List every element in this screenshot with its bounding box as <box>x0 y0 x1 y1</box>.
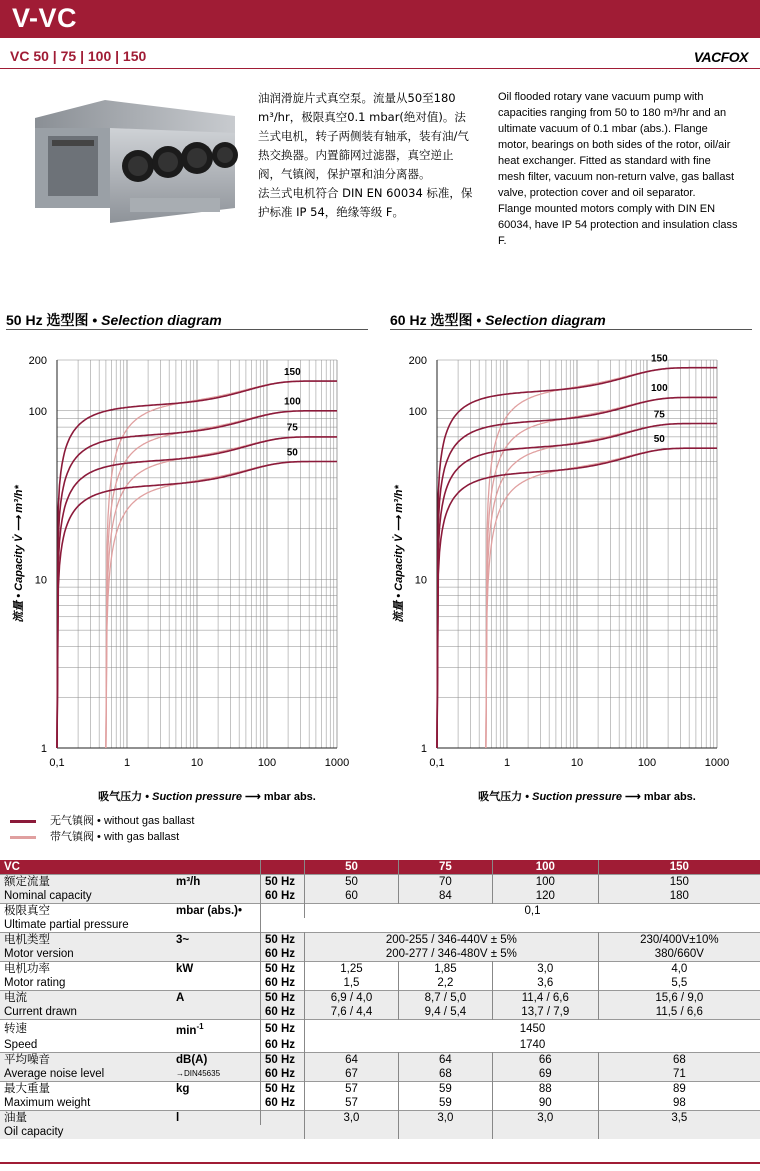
row-unit-note <box>172 1005 261 1020</box>
legend-without-gas-ballast <box>10 812 194 828</box>
diagram-title-50hz-zh: 50 Hz 选型图 <box>6 312 89 328</box>
legend-label-with: 带气镇阀 • with gas ballast <box>50 831 180 843</box>
y-tick-label: 10 <box>414 574 427 587</box>
row-value: 230/400V±10% <box>598 933 760 948</box>
row-value: 380/660V <box>598 947 760 962</box>
row-label-zh: 转速 <box>0 1020 172 1038</box>
table-header-cell: 75 <box>398 860 492 875</box>
row-value: 59 <box>398 1096 492 1111</box>
row-unit-note <box>172 1038 261 1053</box>
row-value: 67 <box>305 1067 399 1082</box>
series-label-50: 50 <box>653 434 665 446</box>
table-header-cell <box>261 860 305 875</box>
row-value: 84 <box>398 889 492 904</box>
x-tick-label: 10 <box>570 757 584 769</box>
table-row <box>0 1038 760 1053</box>
diagram-title-60hz: 60 Hz 选型图 • Selection diagram <box>390 312 606 328</box>
row-value: 69 <box>492 1067 598 1082</box>
table-row <box>0 1020 760 1038</box>
row-label-zh: 额定流量 <box>0 875 172 890</box>
y-axis-label: 流量 • Capacity V̇ ⟶ m³/h* <box>13 485 25 623</box>
row-value: 59 <box>398 1081 492 1096</box>
curve-with-ballast-75 <box>486 424 717 749</box>
row-label-en: Ultimate partial pressure <box>0 918 172 933</box>
curve-with-ballast-150 <box>486 368 717 748</box>
row-label-en: Average noise level <box>0 1067 172 1082</box>
row-value: 13,7 / 7,9 <box>492 1005 598 1020</box>
x-tick-label: 10 <box>190 757 204 769</box>
row-frequency: 50 Hz <box>261 933 305 948</box>
row-value: 100 <box>492 875 598 890</box>
row-value: 90 <box>492 1096 598 1111</box>
row-unit-note <box>172 947 261 962</box>
x-tick-label: 0,1 <box>49 757 65 769</box>
x-tick-label: 0,1 <box>429 757 445 769</box>
row-value: 98 <box>598 1096 760 1111</box>
row-frequency: 60 Hz <box>261 889 305 904</box>
row-value: 200-255 / 346-440V ± 5% <box>305 933 599 948</box>
row-frequency <box>261 904 305 919</box>
footer-divider <box>0 1162 760 1164</box>
row-value: 8,7 / 5,0 <box>398 991 492 1006</box>
y-tick-label: 200 <box>28 355 47 367</box>
row-value: 88 <box>492 1081 598 1096</box>
x-axis-label <box>478 789 696 803</box>
row-value: 2,2 <box>398 976 492 991</box>
table-header-cell: VC <box>0 860 172 875</box>
row-value: 57 <box>305 1096 399 1111</box>
header-bar <box>0 0 760 38</box>
table-row <box>0 1067 760 1082</box>
row-label-zh: 最大重量 <box>0 1081 172 1096</box>
english-description <box>498 89 738 249</box>
row-value: 3,0 <box>492 1110 598 1139</box>
row-unit: mbar (abs.)• <box>172 904 261 919</box>
table-row <box>0 875 760 890</box>
table-header-cell: 100 <box>492 860 598 875</box>
row-value: 60 <box>305 889 399 904</box>
diagram-title-50hz-rule <box>6 329 368 330</box>
english-description-para-2: Flange mounted motors comply with DIN EN 60034, have IP 54 protection and insulation class F. <box>498 203 738 247</box>
diagram-title-60hz-zh: 60 Hz 选型图 <box>390 312 473 328</box>
row-label-en: Motor version <box>0 947 172 962</box>
row-value: 66 <box>492 1052 598 1067</box>
row-unit: A <box>172 991 261 1006</box>
row-unit-note <box>172 976 261 991</box>
brand-logo: VACFOX <box>693 49 748 65</box>
series-label-50: 50 <box>286 447 298 459</box>
row-value: 50 <box>305 875 399 890</box>
row-value: 1740 <box>305 1038 760 1053</box>
row-value: 7,6 / 4,4 <box>305 1005 399 1020</box>
specification-table <box>0 860 760 1139</box>
diagram-title-50hz: 50 Hz 选型图 • Selection diagram <box>6 312 222 328</box>
row-unit: kg <box>172 1081 261 1096</box>
row-label-zh: 平均噪音 <box>0 1052 172 1067</box>
row-frequency: 50 Hz <box>261 962 305 977</box>
row-value: 1,25 <box>305 962 399 977</box>
row-value: 3,0 <box>398 1110 492 1139</box>
table-row <box>0 976 760 991</box>
row-value: 3,0 <box>305 1110 399 1139</box>
y-tick-label: 200 <box>408 355 427 367</box>
x-axis-label-en: Suction pressure <box>152 791 242 803</box>
row-value: 11,4 / 6,6 <box>492 991 598 1006</box>
row-label-zh: 电机功率 <box>0 962 172 977</box>
x-tick-label: 100 <box>637 757 657 769</box>
table-row <box>0 1052 760 1067</box>
row-unit-note <box>172 1125 261 1139</box>
row-frequency: 50 Hz <box>261 1081 305 1096</box>
grid <box>57 360 337 748</box>
model-list: VC 50 | 75 | 100 | 150 <box>10 48 147 64</box>
diagram-title-60hz-rule <box>390 329 752 330</box>
y-tick-label: 10 <box>34 574 47 587</box>
x-tick-label: 1000 <box>704 757 730 769</box>
row-value: 3,5 <box>598 1110 760 1139</box>
row-value: 89 <box>598 1081 760 1096</box>
row-label-zh: 极限真空 <box>0 904 172 919</box>
legend-with-gas-ballast <box>10 828 179 844</box>
row-unit-note: →DIN45635 <box>172 1067 261 1082</box>
english-description-para-1: Oil flooded rotary vane vacuum pump with capacities ranging from 50 to 180 m³/hr and an ultimate vacuum of 0.1 mbar (abs.). Flange motor, bearings on both sides of the rotor, oil/air heat exchanger. Fitted as standard with fine mesh filter, vacuum non-return valve, gas ballast valve, protection cover and oil separator. <box>498 91 735 199</box>
curve-with-ballast-50 <box>486 448 717 748</box>
row-unit: kW <box>172 962 261 977</box>
chinese-description-para-2: 法兰式电机符合 DIN EN 60034 标准，保护标准 IP 54，绝缘等级 F。 <box>258 186 473 219</box>
table-header-cell: 150 <box>598 860 760 875</box>
row-value: 3,0 <box>492 962 598 977</box>
curve-with-ballast-100 <box>486 397 717 748</box>
row-frequency: 60 Hz <box>261 1038 305 1053</box>
row-value: 120 <box>492 889 598 904</box>
legend-label-without: 无气镇阀 • without gas ballast <box>50 815 195 827</box>
x-axis-label-unit: ⟶ mbar abs. <box>621 791 696 803</box>
row-label-en: Nominal capacity <box>0 889 172 904</box>
row-value: 3,6 <box>492 976 598 991</box>
table-row <box>0 947 760 962</box>
row-label-zh: 电流 <box>0 991 172 1006</box>
table-row <box>0 1096 760 1111</box>
row-value: 70 <box>398 875 492 890</box>
page-title: V-VC <box>12 3 78 33</box>
row-value: 1450 <box>305 1020 760 1038</box>
diagram-title-50hz-en: Selection diagram <box>101 312 222 328</box>
row-value: 150 <box>598 875 760 890</box>
x-axis-label-zh: 吸气压力 • <box>478 791 533 803</box>
row-value: 0,1 <box>305 904 760 933</box>
row-unit: l <box>172 1110 261 1125</box>
row-label-zh: 电机类型 <box>0 933 172 948</box>
row-frequency: 50 Hz <box>261 875 305 890</box>
chinese-description <box>258 89 476 222</box>
x-axis-label-unit: ⟶ mbar abs. <box>241 791 316 803</box>
series-label-150: 150 <box>650 353 668 365</box>
row-label-en: Speed <box>0 1038 172 1053</box>
table-header-cell <box>172 860 261 875</box>
table-row <box>0 991 760 1006</box>
pump-photo <box>30 88 245 238</box>
curve-with-ballast-50 <box>106 462 337 749</box>
series-label-150: 150 <box>283 366 301 378</box>
y-axis-label: 流量 • Capacity V̇ ⟶ m³/h* <box>393 485 405 623</box>
x-tick-label: 1 <box>503 757 511 769</box>
series-label-100: 100 <box>283 396 301 408</box>
selection-chart-50hz <box>0 340 380 810</box>
row-value: 71 <box>598 1067 760 1082</box>
row-value: 11,5 / 6,6 <box>598 1005 760 1020</box>
row-value: 1,5 <box>305 976 399 991</box>
row-value: 15,6 / 9,0 <box>598 991 760 1006</box>
x-axis-label-zh: 吸气压力 • <box>98 791 153 803</box>
row-value: 64 <box>398 1052 492 1067</box>
row-value: 5,5 <box>598 976 760 991</box>
x-axis-label-en: Suction pressure <box>532 791 622 803</box>
row-unit: m³/h <box>172 875 261 890</box>
row-frequency: 60 Hz <box>261 1067 305 1082</box>
row-frequency <box>261 918 305 933</box>
table-row <box>0 962 760 977</box>
row-frequency: 50 Hz <box>261 1020 305 1038</box>
row-value: 9,4 / 5,4 <box>398 1005 492 1020</box>
curve-with-ballast-75 <box>106 437 337 748</box>
series-label-75: 75 <box>653 409 665 421</box>
row-frequency: 60 Hz <box>261 947 305 962</box>
row-value: 68 <box>598 1052 760 1067</box>
row-frequency: 60 Hz <box>261 1005 305 1020</box>
row-label-zh: 油量 <box>0 1110 172 1125</box>
row-unit: $\min^{-1}$ <box>172 1020 261 1038</box>
row-frequency: 50 Hz <box>261 991 305 1006</box>
legend-swatch-without <box>10 820 36 823</box>
series-label-100: 100 <box>650 383 668 395</box>
x-tick-label: 1000 <box>324 757 350 769</box>
row-unit: 3~ <box>172 933 261 948</box>
row-value: 6,9 / 4,0 <box>305 991 399 1006</box>
unit-superscript: -1 <box>196 1022 204 1031</box>
series-label-75: 75 <box>286 422 298 434</box>
row-value: 68 <box>398 1067 492 1082</box>
row-unit: dB(A) <box>172 1052 261 1067</box>
y-tick-label: 100 <box>28 405 47 418</box>
row-value: 200-277 / 346-480V ± 5% <box>305 947 599 962</box>
row-frequency: 60 Hz <box>261 976 305 991</box>
row-label-en: Motor rating <box>0 976 172 991</box>
header-divider <box>0 68 760 69</box>
row-value: 4,0 <box>598 962 760 977</box>
row-frequency: 60 Hz <box>261 1096 305 1111</box>
y-tick-label: 1 <box>420 743 427 755</box>
table-row <box>0 1081 760 1096</box>
row-unit-note <box>172 918 261 933</box>
row-unit-note <box>172 1096 261 1111</box>
x-axis-label <box>98 789 316 803</box>
chinese-description-para-1: 油润滑旋片式真空泵。流量从50至180 m³/hr，极限真空0.1 mbar(绝对值)。法兰式电机，转子两侧装有轴承，装有油/气热交换器。内置篩网过滤器，真空逆止阀，气镇阀，保护罩和油分离器。 <box>258 91 469 181</box>
table-row <box>0 889 760 904</box>
table-header-row <box>0 860 760 875</box>
row-frequency <box>261 1110 305 1139</box>
table-header-cell: 50 <box>305 860 399 875</box>
row-label-en: Current drawn <box>0 1005 172 1020</box>
y-tick-label: 100 <box>408 405 427 418</box>
row-value: 1,85 <box>398 962 492 977</box>
row-label-en: Oil capacity <box>0 1125 172 1139</box>
y-tick-label: 1 <box>40 743 47 755</box>
row-value: 64 <box>305 1052 399 1067</box>
x-tick-label: 100 <box>257 757 277 769</box>
row-value: 180 <box>598 889 760 904</box>
legend-swatch-with <box>10 836 36 839</box>
row-frequency: 50 Hz <box>261 1052 305 1067</box>
table-row <box>0 904 760 919</box>
table-row <box>0 1005 760 1020</box>
row-label-en: Maximum weight <box>0 1096 172 1111</box>
selection-chart-60hz <box>380 340 760 810</box>
table-row <box>0 933 760 948</box>
table-row <box>0 1110 760 1125</box>
row-value: 57 <box>305 1081 399 1096</box>
row-unit-note <box>172 889 261 904</box>
x-tick-label: 1 <box>123 757 131 769</box>
diagram-title-60hz-en: Selection diagram <box>485 312 606 328</box>
